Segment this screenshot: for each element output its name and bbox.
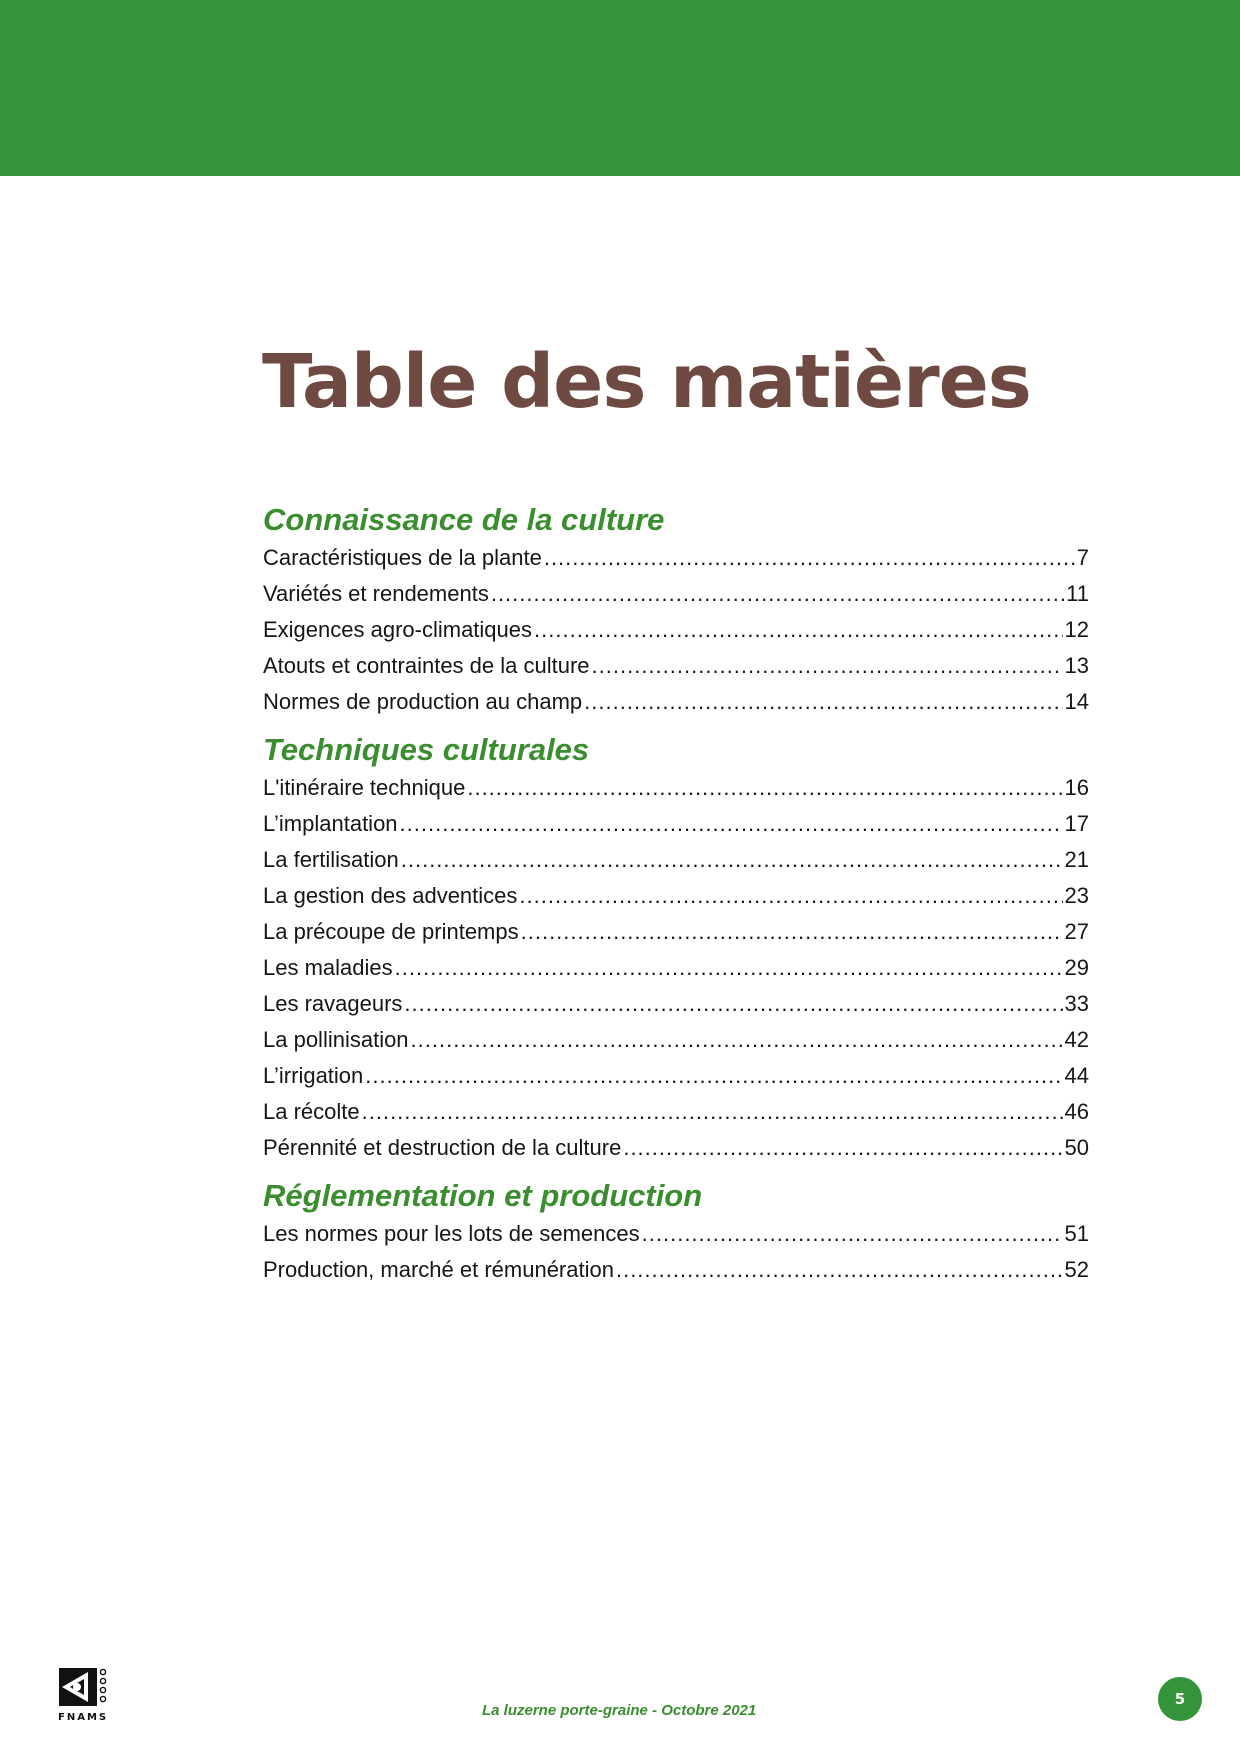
dot-leader	[362, 1094, 1063, 1130]
table-of-contents	[263, 500, 1089, 1288]
page-number: 5	[1174, 1690, 1186, 1708]
toc-entry[interactable]	[263, 878, 1089, 914]
toc-entry[interactable]	[263, 612, 1089, 648]
dot-leader	[400, 806, 1063, 842]
toc-entry-page: 42	[1064, 1027, 1089, 1052]
toc-entry-label: L’implantation	[263, 811, 398, 836]
toc-entry[interactable]	[263, 1130, 1089, 1166]
toc-section	[263, 500, 1089, 720]
page-title: Table des matières	[262, 339, 1031, 425]
section-heading: Réglementation et production	[263, 1178, 703, 1213]
dot-leader	[401, 842, 1063, 878]
toc-entry-page: 51	[1064, 1221, 1089, 1246]
section-heading: Connaissance de la culture	[263, 502, 665, 537]
toc-entry-label: Pérennité et destruction de la culture	[263, 1135, 622, 1160]
dot-leader	[519, 878, 1062, 914]
toc-entry[interactable]	[263, 1216, 1089, 1252]
section-spacer	[263, 1166, 1089, 1176]
toc-entry-page: 29	[1064, 955, 1089, 980]
dot-leader	[411, 1022, 1063, 1058]
toc-entry-label: La fertilisation	[263, 847, 399, 872]
toc-entry-page: 33	[1064, 991, 1089, 1016]
dot-leader	[623, 1130, 1062, 1166]
toc-entry-label: Atouts et contraintes de la culture	[263, 653, 590, 678]
dot-leader	[395, 950, 1063, 986]
toc-entry-page: 52	[1064, 1257, 1089, 1282]
toc-entry[interactable]	[263, 576, 1089, 612]
dot-leader	[534, 612, 1062, 648]
toc-entry[interactable]	[263, 1252, 1089, 1288]
toc-entry-label: La gestion des adventices	[263, 883, 518, 908]
toc-entry-label: Les normes pour les lots de semences	[263, 1221, 640, 1246]
dot-leader	[404, 986, 1062, 1022]
toc-entry-page: 27	[1064, 919, 1089, 944]
toc-entry-label: La récolte	[263, 1099, 360, 1124]
toc-entry[interactable]	[263, 806, 1089, 842]
toc-entry[interactable]	[263, 684, 1089, 720]
toc-entry-label: La pollinisation	[263, 1027, 409, 1052]
toc-entry-page: 12	[1064, 617, 1089, 642]
toc-entry-label: Variétés et rendements	[263, 581, 489, 606]
page-number-badge	[1158, 1677, 1202, 1721]
toc-entry-page: 50	[1064, 1135, 1089, 1160]
toc-section	[263, 1176, 1089, 1288]
toc-entry-page: 13	[1064, 653, 1089, 678]
toc-entry[interactable]	[263, 986, 1089, 1022]
toc-entry-label: Les ravageurs	[263, 991, 403, 1016]
toc-entry-page: 23	[1064, 883, 1089, 908]
dot-leader	[642, 1216, 1063, 1252]
toc-section	[263, 730, 1089, 1166]
dot-leader	[616, 1252, 1063, 1288]
toc-entry-page: 16	[1064, 775, 1089, 800]
toc-entry[interactable]	[263, 1022, 1089, 1058]
toc-entry-page: 44	[1064, 1063, 1089, 1088]
toc-entry-page: 7	[1076, 545, 1089, 570]
toc-entry-page: 14	[1064, 689, 1089, 714]
section-spacer	[263, 720, 1089, 730]
header-band	[0, 0, 1240, 176]
toc-entry-label: L'itinéraire technique	[263, 775, 466, 800]
toc-entry-page: 21	[1064, 847, 1089, 872]
dot-leader	[584, 684, 1062, 720]
toc-entry[interactable]	[263, 540, 1089, 576]
dot-leader	[521, 914, 1063, 950]
fnams-logo-icon	[58, 1666, 108, 1718]
toc-entry-label: La précoupe de printemps	[263, 919, 519, 944]
section-heading: Techniques culturales	[263, 732, 590, 767]
dot-leader	[592, 648, 1063, 684]
footer-text: La luzerne porte-graine - Octobre 2021	[482, 1702, 757, 1719]
toc-entry-label: Caractéristiques de la plante	[263, 545, 542, 570]
toc-entry-label: L’irrigation	[263, 1063, 364, 1088]
toc-entry-page: 11	[1066, 581, 1089, 606]
dot-leader	[544, 540, 1075, 576]
toc-entry[interactable]	[263, 914, 1089, 950]
toc-entry[interactable]	[263, 950, 1089, 986]
toc-entry[interactable]	[263, 648, 1089, 684]
logo-text: FNAMS	[58, 1712, 109, 1723]
toc-entry-label: Exigences agro-climatiques	[263, 617, 533, 642]
toc-entry[interactable]	[263, 1094, 1089, 1130]
dot-leader	[365, 1058, 1062, 1094]
toc-entry[interactable]	[263, 770, 1089, 806]
toc-entry-label: Production, marché et rémunération	[263, 1257, 614, 1282]
toc-entry[interactable]	[263, 842, 1089, 878]
toc-entry-page: 17	[1064, 811, 1089, 836]
toc-entry[interactable]	[263, 1058, 1089, 1094]
toc-entry-page: 46	[1064, 1099, 1089, 1124]
toc-entry-label: Normes de production au champ	[263, 689, 583, 714]
dot-leader	[491, 576, 1064, 612]
toc-entry-label: Les maladies	[263, 955, 393, 980]
dot-leader	[467, 770, 1062, 806]
